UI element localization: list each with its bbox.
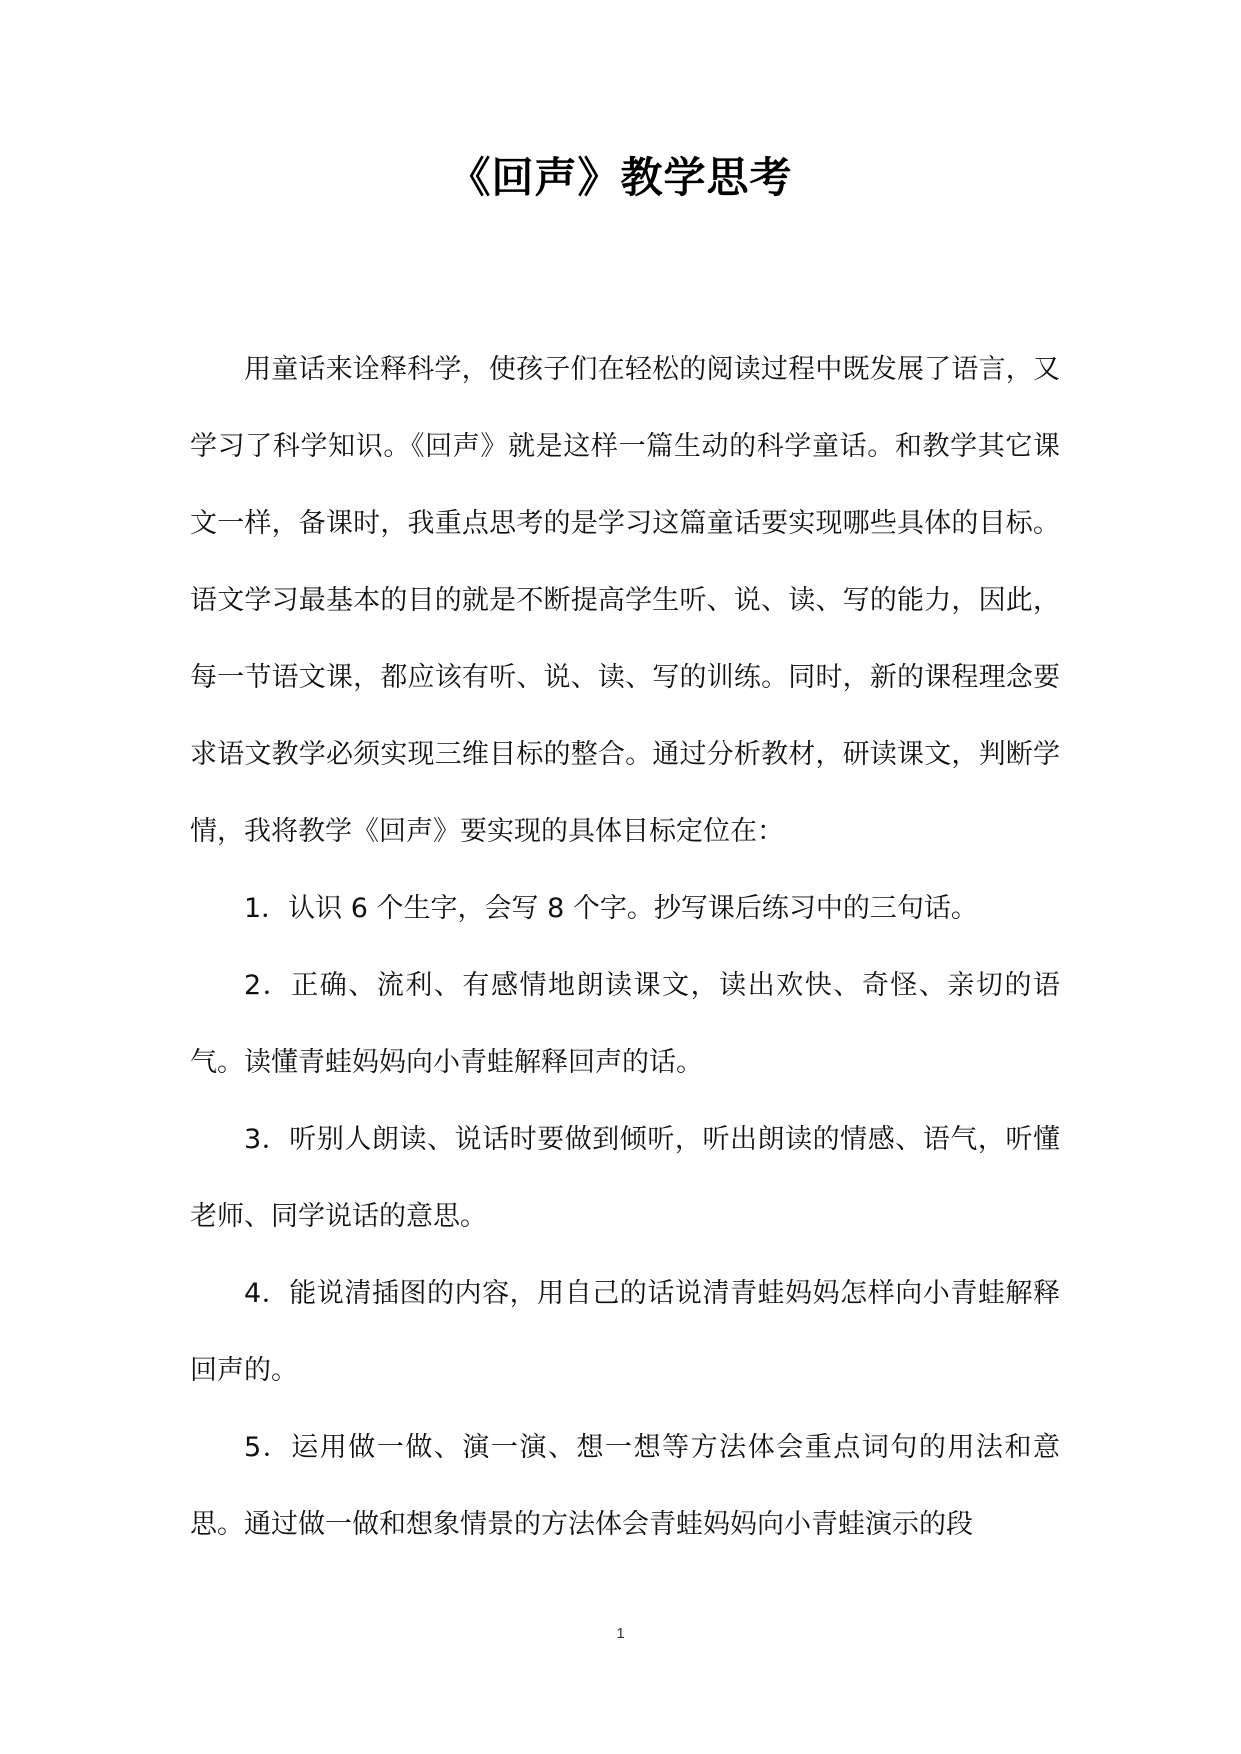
goal-item-1: 1．认识 6 个生字，会写 8 个字。抄写课后练习中的三句话。	[244, 893, 978, 924]
goal-item-5: 5．运用做一做、演一演、想一想等方法体会重点词句的用法和意思。通过做一做和想象情景的方法体会青蛙妈妈向小青蛙演示的段	[190, 1432, 1060, 1540]
intro-paragraph: 用童话来诠释科学，使孩子们在轻松的阅读过程中既发展了语言，又学习了科学知识。《回声》就是这样一篇生动的科学童话。和教学其它课文一样，备课时，我重点思考的是学习这篇童话要实现哪些具体的目标。语文学习最基本的目的就是不断提高学生听、说、读、写的能力，因此，每一节语文课，都应该有听、说、读、写的训练。同时，新的课程理念要求语文教学必须实现三维目标的整合。通过分析教材，研读课文，判断学情，我将教学《回声》要实现的具体目标定位在：	[190, 354, 1060, 847]
goal-item-4: 4．能说清插图的内容，用自己的话说清青蛙妈妈怎样向小青蛙解释回声的。	[190, 1278, 1060, 1386]
document-body	[190, 331, 1060, 1563]
goal-item-3: 3．听别人朗读、说话时要做到倾听，听出朗读的情感、语气，听懂老师、同学说话的意思。	[190, 1124, 1060, 1232]
document-title: 《回声》教学思考	[448, 153, 793, 202]
goal-item-2: 2．正确、流利、有感情地朗读课文，读出欢快、奇怪、亲切的语气。读懂青蛙妈妈向小青蛙解释回声的话。	[190, 970, 1060, 1078]
page-number: 1	[616, 1625, 625, 1642]
